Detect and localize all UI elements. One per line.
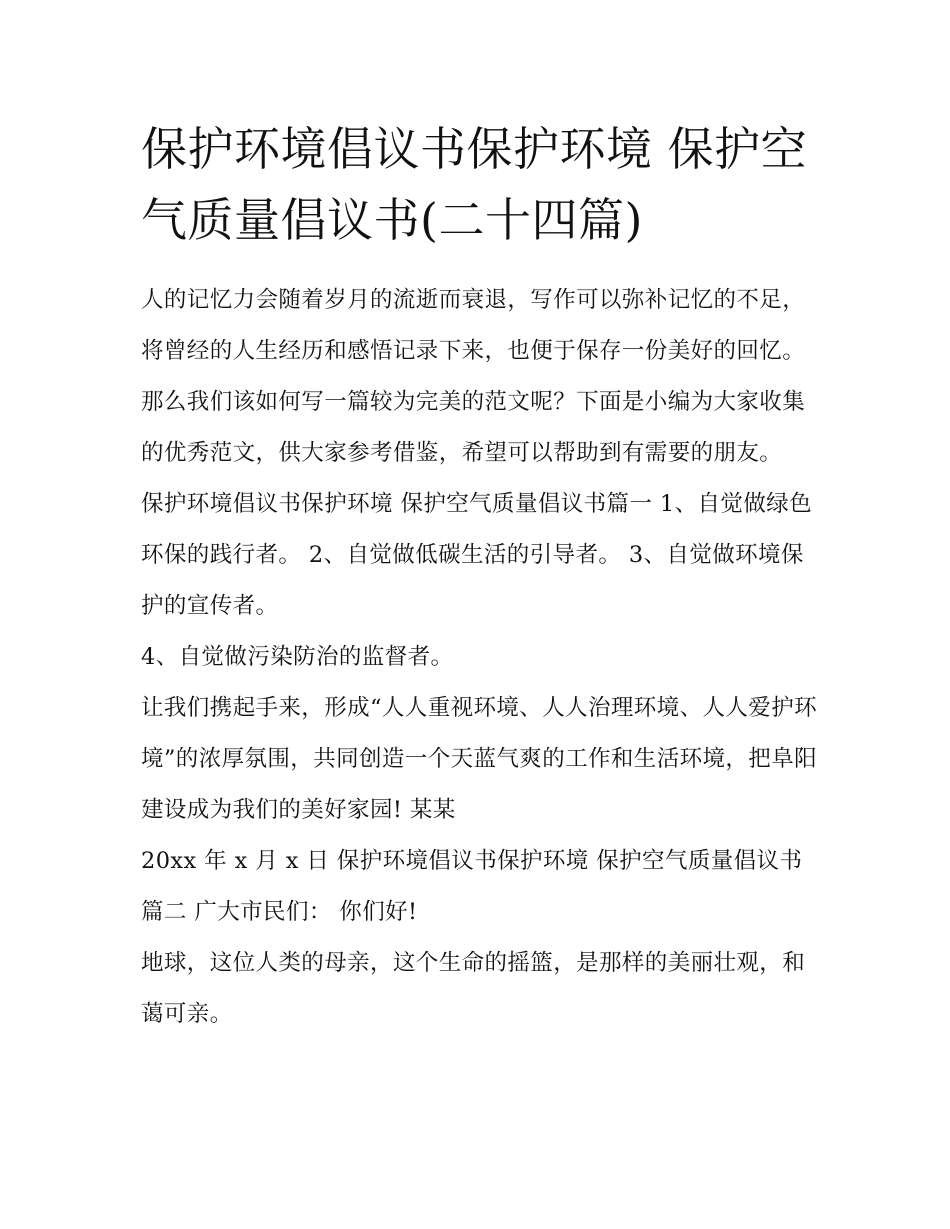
document-title: 保护环境倡议书保护环境 保护空气质量倡议书(二十四篇) [141, 122, 808, 247]
document-body [141, 275, 821, 1040]
paragraph-item-four: 4、自觉做污染防治的监督者。 [141, 644, 454, 670]
paragraph-earth: 地球，这位人类的母亲，这个生命的摇篮，是那样的美丽壮观，和蔼可亲。 [141, 950, 806, 1027]
paragraph-call-to-action: 让我们携起手来，形成“人人重视环境、人人治理环境、人人爱护环境”的浓厚氛围，共同创造一个天蓝气爽的工作和生活环境，把阜阳建设成为我们的美好家园! 某某 [141, 695, 818, 823]
paragraph-section-one: 保护环境倡议书保护环境 保护空气质量倡议书篇一 1、自觉做绿色环保的践行者。 2、自觉做低碳生活的引导者。 3、自觉做环境保护的宣传者。 [141, 491, 813, 619]
paragraph-intro: 人的记忆力会随着岁月的流逝而衰退，写作可以弥补记忆的不足，将曾经的人生经历和感悟记录下来，也便于保存一份美好的回忆。那么我们该如何写一篇较为完美的范文呢？下面是小编为大家收集的优秀范文，供大家参考借鉴，希望可以帮助到有需要的朋友。 [141, 287, 806, 466]
paragraph-date-section-two: 20xx 年 x 月 x 日 保护环境倡议书保护环境 保护空气质量倡议书篇二 广大市民们： 你们好! [141, 848, 803, 925]
